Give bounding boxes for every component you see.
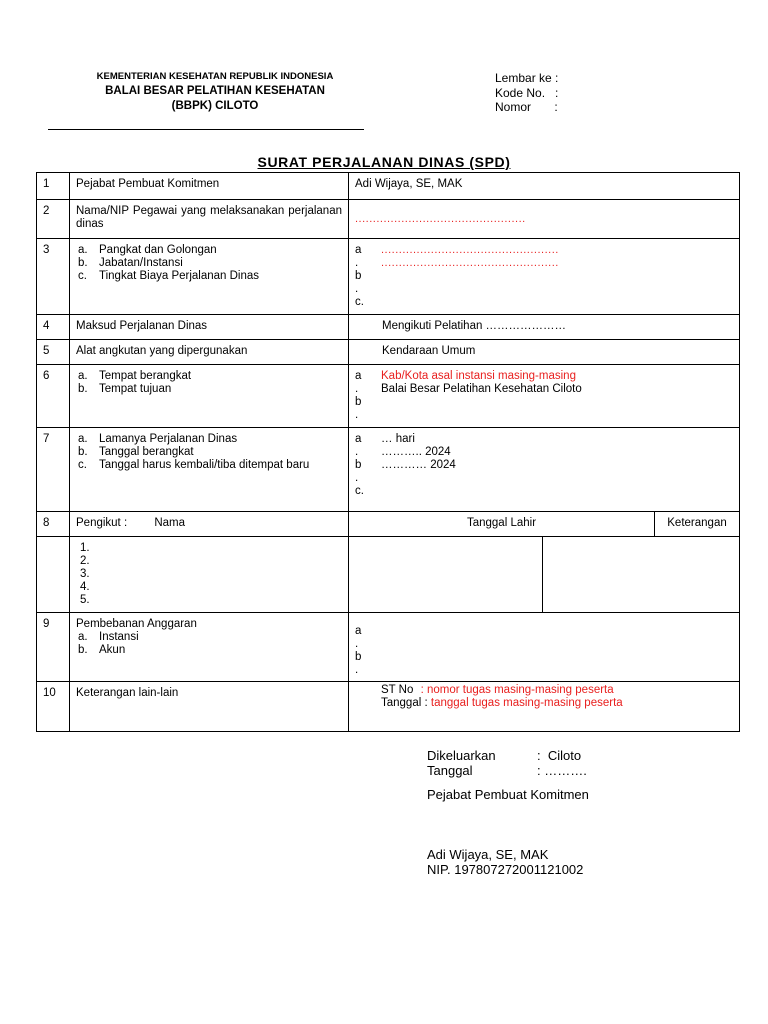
- nomor: Nomor :: [495, 100, 558, 114]
- page-title: [0, 154, 768, 170]
- row-number: 6: [37, 365, 70, 428]
- row-label: Maksud Perjalanan Dinas: [70, 315, 349, 340]
- sub-item-c: c. Tingkat Biaya Perjalanan Dinas: [78, 270, 260, 282]
- value-b-dot: .: [355, 283, 359, 295]
- date-label: Tanggal: [427, 763, 473, 778]
- row-9: [37, 613, 740, 682]
- row-number: 8: [37, 512, 70, 537]
- ministry-name: KEMENTERIAN KESEHATAN REPUBLIK INDONESIA: [96, 71, 334, 82]
- list-item: 1.: [80, 542, 90, 554]
- value-b-dot: .: [355, 664, 359, 676]
- row-10: [37, 682, 740, 732]
- value-a-dot: . ..................................................: [355, 257, 559, 269]
- sub-item-a: a. Pangkat dan Golongan: [78, 244, 217, 256]
- value-a: a: [355, 625, 362, 637]
- row-value-list: [349, 613, 740, 682]
- row-value-list: [349, 239, 740, 315]
- row-value: Mengikuti Pelatihan …………………: [349, 315, 740, 340]
- signer-nip: NIP. 197807272001121002: [427, 862, 584, 877]
- row-number: 1: [37, 173, 70, 200]
- row-value: Adi Wijaya, SE, MAK: [349, 173, 740, 200]
- document-title: SURAT PERJALANAN DINAS (SPD): [257, 154, 511, 170]
- institution-name: [40, 84, 390, 114]
- row-number: 3: [37, 239, 70, 315]
- tanggal-value: tanggal tugas masing-masing peserta: [430, 697, 623, 709]
- sub-item-b: b. Akun: [78, 644, 126, 656]
- row-label-list: [70, 239, 349, 315]
- row-label: Pembebanan Anggaran: [76, 618, 197, 630]
- st-no-line: [381, 684, 733, 697]
- signer-name: Adi Wijaya, SE, MAK: [427, 847, 549, 862]
- follower-list: [70, 537, 349, 613]
- pengikut-label: Pengikut :: [76, 517, 128, 529]
- row-value: Kendaraan Umum: [349, 340, 740, 365]
- row-value-placeholder: ................................................: [355, 213, 526, 225]
- row-number: 9: [37, 613, 70, 682]
- sub-item-a: a. Tempat berangkat: [78, 370, 192, 382]
- row-number: 5: [37, 340, 70, 365]
- value-b-dot: .: [355, 472, 359, 484]
- st-no-label: ST No: [381, 684, 414, 696]
- value-a-dot: . Balai Besar Pelatihan Kesehatan Ciloto: [355, 383, 582, 395]
- row-label: Alat angkutan yang dipergunakan: [70, 340, 349, 365]
- row-number: 10: [37, 682, 70, 732]
- sub-item-b: b. Tanggal berangkat: [78, 446, 194, 458]
- row-number: 7: [37, 428, 70, 512]
- tanggal-label: Tanggal :: [381, 697, 428, 709]
- row-6: [37, 365, 740, 428]
- value-b: b: [355, 270, 362, 282]
- value-b: b: [355, 651, 362, 663]
- kode-no: Kode No. :: [495, 85, 559, 100]
- row-label-list: [70, 613, 349, 682]
- issued-label: Dikeluarkan: [427, 748, 496, 763]
- sub-item-c: c. Tanggal harus kembali/tiba ditempat baru: [78, 459, 310, 471]
- document-meta: [495, 71, 558, 115]
- issued-value: : Ciloto: [537, 748, 582, 763]
- row-3: [37, 239, 740, 315]
- sub-item-b: b. Jabatan/Instansi: [78, 257, 183, 269]
- row-label-list: [70, 428, 349, 512]
- list-item: 2.: [80, 555, 90, 567]
- row-label: Keterangan lain-lain: [70, 682, 349, 732]
- date-value: : ……….: [537, 763, 587, 778]
- list-item: 4.: [80, 581, 90, 593]
- note-cell: [543, 537, 740, 613]
- spd-table: [36, 172, 740, 732]
- institution-abbr: (BBPK) CILOTO: [171, 100, 259, 112]
- date-line: [427, 763, 587, 778]
- nama-header: Nama: [154, 517, 186, 529]
- row-label: Pejabat Pembuat Komitmen: [70, 173, 349, 200]
- institution-title: BALAI BESAR PELATIHAN KESEHATAN: [105, 85, 325, 97]
- row-value-cell: [349, 200, 740, 239]
- row-label: [70, 512, 349, 537]
- row-1: [37, 173, 740, 200]
- value-b-dot: .: [355, 409, 359, 421]
- value-a-dot: . ……….. 2024: [355, 446, 451, 458]
- tanggal-line: [381, 697, 733, 710]
- row-2: [37, 200, 740, 239]
- row-8-header: [37, 512, 740, 537]
- row-number: 2: [37, 200, 70, 239]
- dob-cell: [349, 537, 543, 613]
- sub-item-b: b. Tempat tujuan: [78, 383, 172, 395]
- official-title: Pejabat Pembuat Komitmen: [427, 787, 589, 802]
- lembar-ke: Lembar ke :: [495, 71, 559, 85]
- sub-item-a: a. Instansi: [78, 631, 139, 643]
- st-no-value: : nomor tugas masing-masing peserta: [420, 684, 614, 696]
- value-c: c.: [355, 485, 364, 497]
- value-a: a … hari: [355, 433, 415, 445]
- row-value-list: [349, 428, 740, 512]
- value-a-dot: .: [355, 638, 359, 650]
- tanggal-lahir-header: Tanggal Lahir: [349, 512, 655, 537]
- row-4: [37, 315, 740, 340]
- keterangan-header: Keterangan: [655, 512, 740, 537]
- row-label-list: [70, 365, 349, 428]
- header-rule: [48, 129, 364, 130]
- row-value-list: [349, 365, 740, 428]
- row-number: 4: [37, 315, 70, 340]
- value-b: b: [355, 396, 362, 408]
- value-b: b ………… 2024: [355, 459, 456, 471]
- value-a: a Kab/Kota asal instansi masing-masing: [355, 370, 576, 382]
- row-8-body: [37, 537, 740, 613]
- row-5: [37, 340, 740, 365]
- value-c: c.: [355, 296, 364, 308]
- row-7: [37, 428, 740, 512]
- list-item: 3.: [80, 568, 90, 580]
- value-a: a ..................................................: [355, 244, 559, 256]
- sub-item-a: a. Lamanya Perjalanan Dinas: [78, 433, 238, 445]
- list-item: 5.: [80, 594, 90, 606]
- empty-cell: [37, 537, 70, 613]
- row-label: Nama/NIP Pegawai yang melaksanakan perjalanan dinas: [70, 200, 349, 239]
- issued-line: [427, 748, 581, 763]
- row-value-list: [349, 682, 740, 732]
